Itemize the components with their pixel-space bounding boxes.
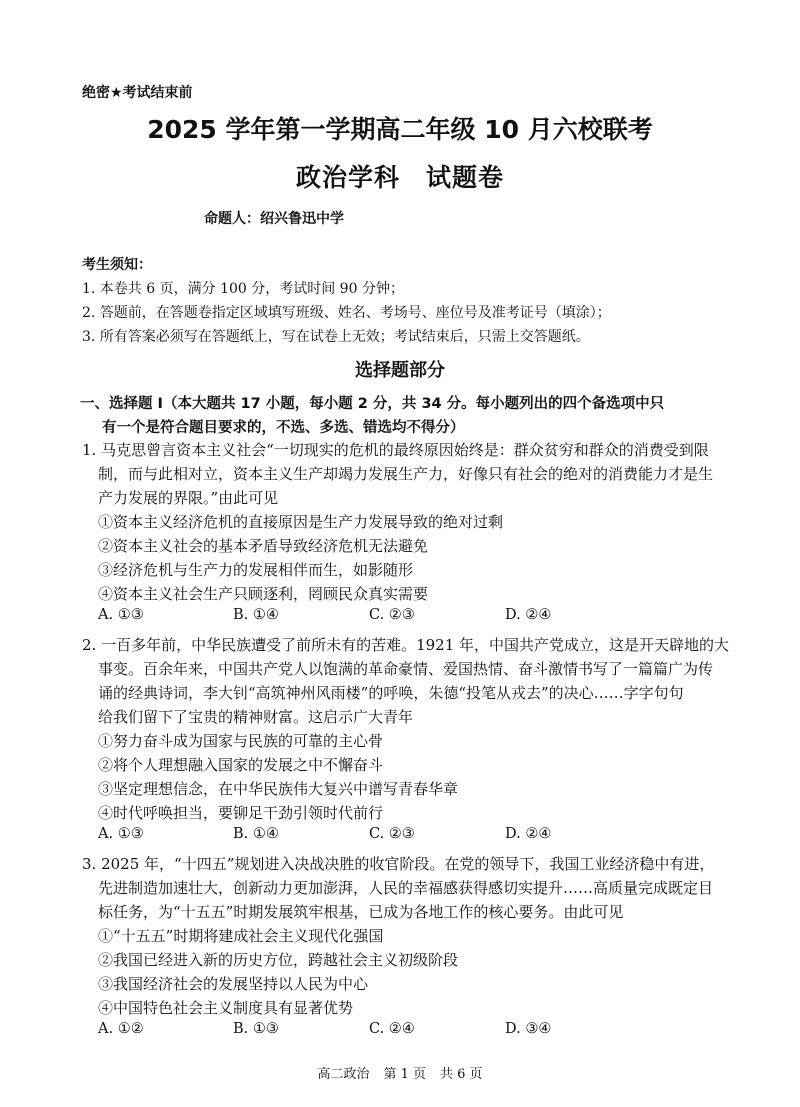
- footer-total-pages: 共 6 页: [440, 1067, 483, 1082]
- notice-item: 1. 本卷共 6 页，满分 100 分，考试时间 90 分钟；: [82, 281, 404, 297]
- question-3-stem: 标任务，为“十五五”时期发展筑牢根基，已成为各地工作的核心要务。由此可见: [98, 903, 624, 921]
- section-title: 选择题部分: [355, 360, 445, 381]
- question-3-statement: ③我国经济社会的发展坚持以人民为中心: [98, 975, 369, 993]
- question-2-statement: ②将个人理想融入国家的发展之中不懈奋斗: [98, 756, 384, 774]
- question-2-choice-b: B. ①④: [233, 826, 279, 842]
- question-2-stem: 给我们留下了宝贵的精神财富。这启示广大青年: [98, 708, 414, 726]
- part-heading: 一、选择题 I（本大题共 17 小题，每小题 2 分，共 34 分。每小题列出的四个备选项中只: [80, 396, 665, 412]
- question-3-stem: 先进制造加速壮大，创新动力更加澎湃，人民的幸福感获得感切实提升……高质量完成既定目: [98, 879, 714, 897]
- question-3-choice-a: A. ①②: [98, 1021, 144, 1037]
- question-2-choice-a: A. ①③: [98, 826, 144, 842]
- question-2-statement: ③坚定理想信念，在中华民族伟大复兴中谱写青春华章: [98, 780, 459, 798]
- question-3-statement: ②我国已经进入新的历史方位，跨越社会主义初级阶段: [98, 951, 459, 969]
- exam-title: 2025 学年第一学期高二年级 10 月六校联考: [147, 115, 653, 144]
- question-1-statement: ②资本主义社会的基本矛盾导致经济危机无法避免: [98, 537, 429, 555]
- question-1-choice-c: C. ②③: [369, 607, 415, 623]
- question-3-statement: ④中国特色社会主义制度具有显著优势: [98, 999, 354, 1017]
- question-2-stem: 诵的经典诗词，李大钊“高筑神州风雨楼”的呼唤，朱德“投笔从戎去”的决心……字字句句: [98, 684, 684, 702]
- confidential-label: 绝密★考试结束前: [82, 85, 193, 101]
- notice-item: 3. 所有答案必须写在答题纸上，写在试卷上无效；考试结束后，只需上交答题纸。: [82, 329, 590, 345]
- question-1-statement: ③经济危机与生产力的发展相伴而生，如影随形: [98, 561, 414, 579]
- question-1-choice-b: B. ①④: [233, 607, 279, 623]
- author-line: 命题人：绍兴鲁迅中学: [204, 211, 344, 227]
- question-1-choice-a: A. ①③: [98, 607, 144, 623]
- paper-label: 试题卷: [426, 163, 505, 192]
- question-2-choice-d: D. ②④: [505, 826, 552, 842]
- footer-subject: 高二政治: [317, 1067, 370, 1082]
- question-3-choice-c: C. ②④: [369, 1021, 415, 1037]
- question-2-choice-c: C. ②③: [369, 826, 415, 842]
- question-1-statement: ④资本主义社会生产只顾逐利，罔顾民众真实需要: [98, 585, 429, 603]
- question-1-choice-d: D. ②④: [505, 607, 552, 623]
- question-2-stem: 事变。百余年来，中国共产党人以饱满的革命豪情、爱国热情、奋斗激情书写了一篇篇广为传: [98, 660, 714, 678]
- notice-item: 2. 答题前，在答题卷指定区域填写班级、姓名、考场号、座位号及准考证号（填涂）；: [82, 305, 611, 321]
- question-1-stem: 产力发展的界限。”由此可见: [98, 489, 279, 507]
- question-3-statement: ①“十五五”时期将建成社会主义现代化强国: [98, 927, 384, 945]
- subject-label: 政治学科: [295, 163, 400, 192]
- notice-heading: 考生须知：: [82, 257, 152, 273]
- question-2-stem: 2. 一百多年前，中华民族遭受了前所未有的苦难。1921 年，中国共产党成立，这是开天辟地的大: [82, 636, 730, 654]
- question-2-statement: ④时代呼唤担当，要铆足干劲引领时代前行: [98, 804, 384, 822]
- question-3-choice-b: B. ①③: [233, 1021, 279, 1037]
- question-1-statement: ①资本主义经济危机的直接原因是生产力发展导致的绝对过剩: [98, 513, 504, 531]
- question-3-choice-d: D. ③④: [505, 1021, 552, 1037]
- question-1-stem: 1. 马克思曾言资本主义社会“一切现实的危机的最终原因始终是：群众贫穷和群众的消费受到限: [82, 441, 709, 459]
- exam-subtitle: [0, 158, 800, 194]
- question-2-statement: ①努力奋斗成为国家与民族的可靠的主心骨: [98, 732, 384, 750]
- question-3-stem: 3. 2025 年，“十四五”规划进入决战决胜的收官阶段。在党的领导下，我国工业经济稳中有进，: [82, 855, 715, 873]
- page-footer: [0, 1063, 800, 1082]
- footer-page-number: 第 1 页: [383, 1067, 426, 1082]
- question-1-stem: 制，而与此相对立，资本主义生产却竭力发展生产力，好像只有社会的绝对的消费能力才是生: [98, 465, 714, 483]
- part-heading-cont: 有一个是符合题目要求的，不选、多选、错选均不得分）: [102, 420, 465, 436]
